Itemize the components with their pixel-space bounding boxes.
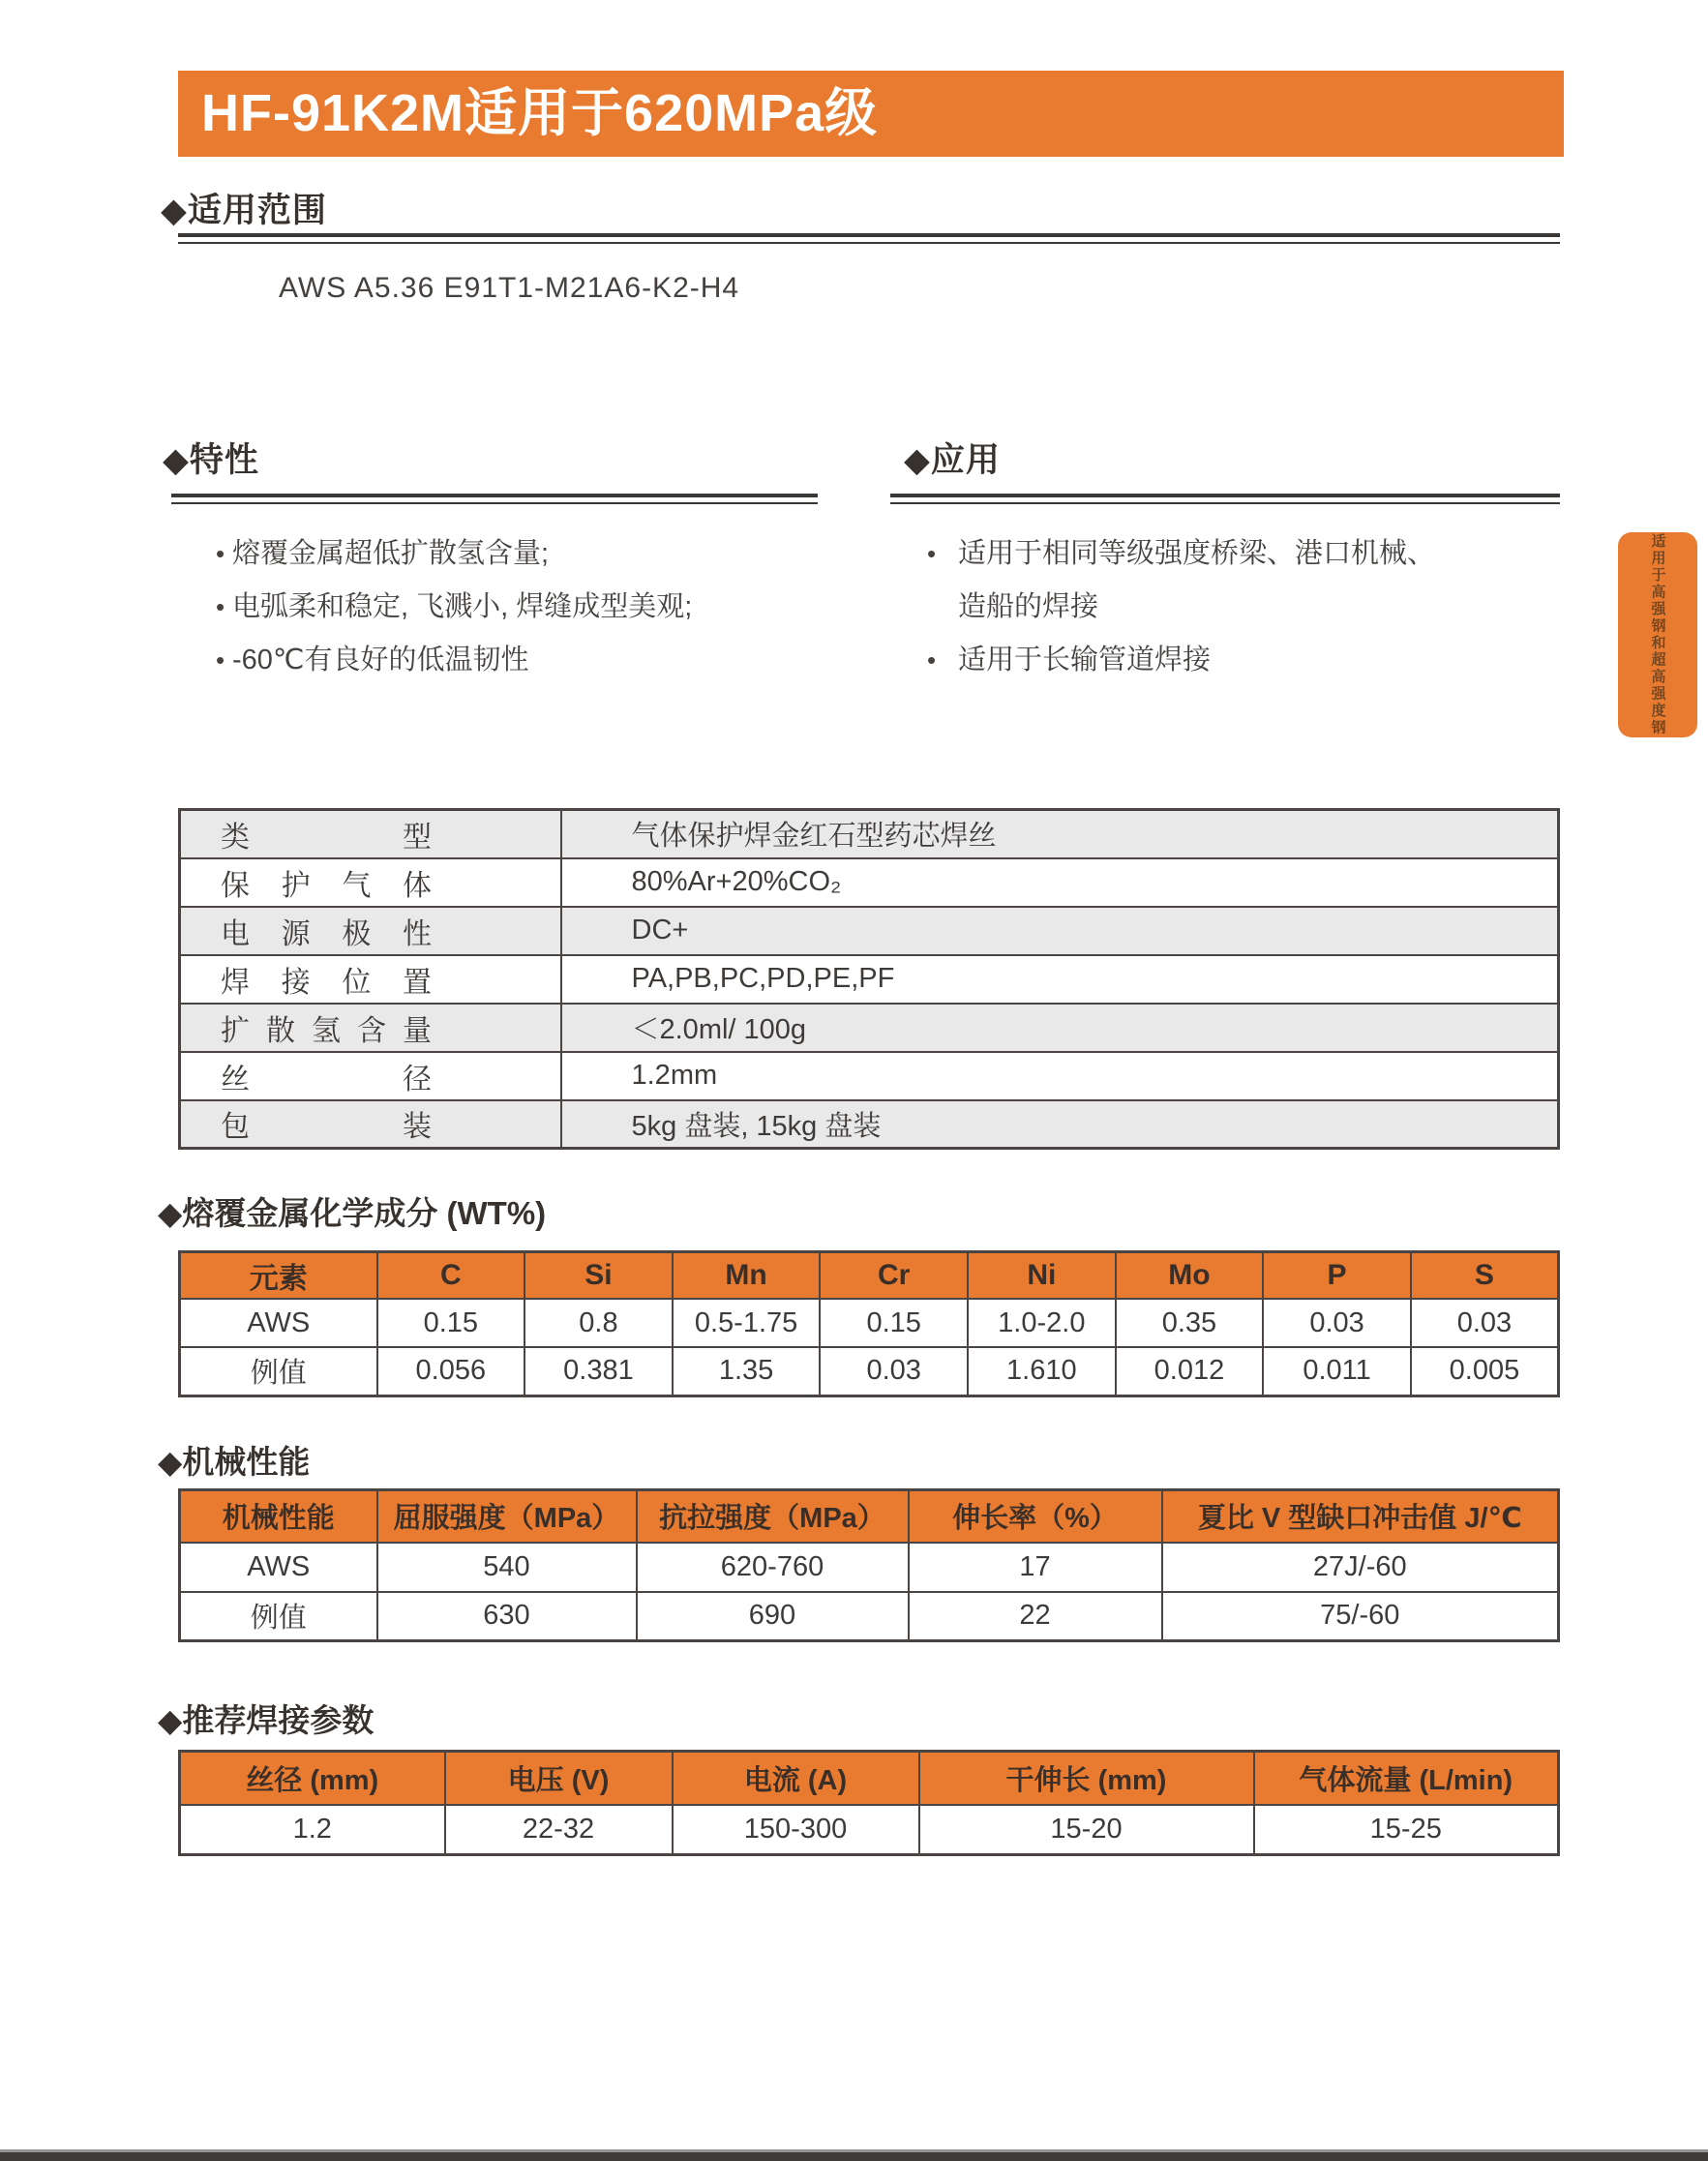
spec-value-cell: 1.2mm (561, 1052, 1559, 1100)
mech-row-name: AWS (180, 1543, 377, 1592)
category-side-tab-label: 适用于高强钢和超高强度钢 (1649, 533, 1666, 736)
table-row (180, 1299, 1559, 1347)
bullet-icon (216, 527, 225, 581)
chem-header-cell: Ni (968, 1252, 1116, 1300)
spec-label-cell: 电源极性 (180, 907, 561, 955)
feature-text: -60℃有良好的低温韧性 (232, 645, 529, 675)
mech-header-cell: 机械性能 (180, 1490, 377, 1543)
features-heading-rule (171, 494, 818, 504)
table-row (180, 1347, 1559, 1396)
mechanical-heading: ◆机械性能 (158, 1444, 311, 1480)
chem-header-cell: Mo (1116, 1252, 1264, 1300)
spec-label-cell: 焊接位置 (180, 955, 561, 1004)
page-title-banner (178, 71, 1564, 157)
features-list (171, 527, 818, 687)
table-row (180, 907, 1559, 955)
bullet-icon (216, 581, 225, 634)
applications-section (890, 434, 1560, 687)
chem-row-name: AWS (180, 1299, 377, 1347)
mech-value-cell: 22 (909, 1592, 1162, 1641)
mech-value-cell: 75/-60 (1162, 1592, 1559, 1641)
chem-header-cell: P (1263, 1252, 1411, 1300)
mech-header-cell: 伸长率（%） (909, 1490, 1162, 1543)
table-row (180, 1004, 1559, 1052)
weld-value-cell: 22-32 (445, 1805, 673, 1855)
spec-label-cell: 包装 (180, 1100, 561, 1149)
category-side-tab (1618, 532, 1697, 737)
chem-value-cell: 0.35 (1116, 1299, 1264, 1347)
table-row (180, 1100, 1559, 1149)
list-item (171, 634, 818, 687)
welding-params-table (178, 1750, 1560, 1856)
spec-value-cell: ＜2.0ml/ 100g (561, 1004, 1559, 1052)
chem-value-cell: 0.012 (1116, 1347, 1264, 1396)
table-header-row (180, 1490, 1559, 1543)
spec-label-cell: 丝径 (180, 1052, 561, 1100)
mechanical-table (178, 1488, 1560, 1642)
features-heading: ◆特性 (163, 441, 259, 479)
weld-value-cell: 150-300 (673, 1805, 919, 1855)
welding-heading: ◆推荐焊接参数 (158, 1702, 375, 1738)
bullet-icon (216, 634, 225, 687)
application-text: 适用于相同等级强度桥梁、港口机械、 (958, 538, 1436, 569)
chem-value-cell: 0.011 (1263, 1347, 1411, 1396)
spec-value-cell: 5kg 盘装, 15kg 盘装 (561, 1100, 1559, 1149)
spec-label-cell: 保护气体 (180, 858, 561, 907)
spec-value-cell: PA,PB,PC,PD,PE,PF (561, 955, 1559, 1004)
chem-value-cell: 1.610 (968, 1347, 1116, 1396)
page-title: HF-91K2M适用于620MPa级 (201, 84, 879, 142)
table-row (180, 1052, 1559, 1100)
weld-header-cell: 气体流量 (L/min) (1254, 1752, 1559, 1805)
chem-header-cell: Mn (673, 1252, 821, 1300)
chem-value-cell: 0.03 (820, 1347, 968, 1396)
table-row (180, 1592, 1559, 1641)
table-row (180, 1805, 1559, 1855)
chem-value-cell: 0.8 (524, 1299, 673, 1347)
chem-value-cell: 1.35 (673, 1347, 821, 1396)
list-item (890, 527, 1560, 634)
mech-header-cell: 抗拉强度（MPa） (637, 1490, 909, 1543)
chem-header-cell: C (377, 1252, 525, 1300)
spec-value-cell: 80%Ar+20%CO₂ (561, 858, 1559, 907)
feature-text: 熔覆金属超低扩散氢含量; (232, 538, 550, 569)
applications-heading: ◆应用 (904, 441, 1001, 479)
mech-value-cell: 690 (637, 1592, 909, 1641)
bullet-icon (927, 634, 936, 687)
list-item (890, 634, 1560, 687)
table-row (180, 810, 1559, 858)
mech-header-cell: 屈服强度（MPa） (377, 1490, 637, 1543)
chem-header-cell: S (1411, 1252, 1559, 1300)
table-row (180, 955, 1559, 1004)
chem-value-cell: 1.0-2.0 (968, 1299, 1116, 1347)
chem-value-cell: 0.005 (1411, 1347, 1559, 1396)
weld-value-cell: 15-25 (1254, 1805, 1559, 1855)
chem-header-cell: Si (524, 1252, 673, 1300)
scope-heading: ◆适用范围 (161, 192, 327, 229)
weld-value-cell: 15-20 (919, 1805, 1254, 1855)
list-item (171, 581, 818, 634)
product-spec-table (178, 808, 1560, 1150)
mech-header-cell: 夏比 V 型缺口冲击值 J/℃ (1162, 1490, 1559, 1543)
weld-value-cell: 1.2 (180, 1805, 445, 1855)
chemistry-heading: ◆熔覆金属化学成分 (WT%) (158, 1195, 547, 1231)
page-bottom-bar (0, 2149, 1708, 2161)
mech-value-cell: 540 (377, 1543, 637, 1592)
features-section (163, 434, 818, 687)
mech-value-cell: 630 (377, 1592, 637, 1641)
table-row (180, 858, 1559, 907)
chem-value-cell: 0.15 (820, 1299, 968, 1347)
weld-header-cell: 电压 (V) (445, 1752, 673, 1805)
weld-header-cell: 电流 (A) (673, 1752, 919, 1805)
chem-row-name: 例值 (180, 1347, 377, 1396)
spec-value-cell: 气体保护焊金红石型药芯焊丝 (561, 810, 1559, 858)
spec-value-cell: DC+ (561, 907, 1559, 955)
table-header-row (180, 1752, 1559, 1805)
mech-row-name: 例值 (180, 1592, 377, 1641)
table-row (180, 1543, 1559, 1592)
chem-value-cell: 0.03 (1263, 1299, 1411, 1347)
list-item (171, 527, 818, 581)
applications-heading-rule (890, 494, 1560, 504)
scope-heading-rule (178, 233, 1560, 244)
weld-header-cell: 丝径 (mm) (180, 1752, 445, 1805)
chem-header-cell: Cr (820, 1252, 968, 1300)
chem-value-cell: 0.5-1.75 (673, 1299, 821, 1347)
chem-value-cell: 0.056 (377, 1347, 525, 1396)
application-text: 适用于长输管道焊接 (958, 645, 1212, 675)
spec-label-cell: 扩散氢含量 (180, 1004, 561, 1052)
table-header-row (180, 1252, 1559, 1300)
chem-value-cell: 0.15 (377, 1299, 525, 1347)
mech-value-cell: 17 (909, 1543, 1162, 1592)
bullet-icon (927, 527, 936, 581)
spec-label-cell: 类型 (180, 810, 561, 858)
mech-value-cell: 27J/-60 (1162, 1543, 1559, 1592)
weld-header-cell: 干伸长 (mm) (919, 1752, 1254, 1805)
chem-header-cell: 元素 (180, 1252, 377, 1300)
aws-classification: AWS A5.36 E91T1-M21A6-K2-H4 (279, 272, 740, 304)
chemistry-table (178, 1250, 1560, 1397)
feature-text: 电弧柔和稳定, 飞溅小, 焊缝成型美观; (232, 591, 693, 622)
mech-value-cell: 620-760 (637, 1543, 909, 1592)
application-text-continued: 造船的焊接 (958, 591, 1099, 622)
chem-value-cell: 0.381 (524, 1347, 673, 1396)
applications-list (890, 527, 1560, 687)
chem-value-cell: 0.03 (1411, 1299, 1559, 1347)
